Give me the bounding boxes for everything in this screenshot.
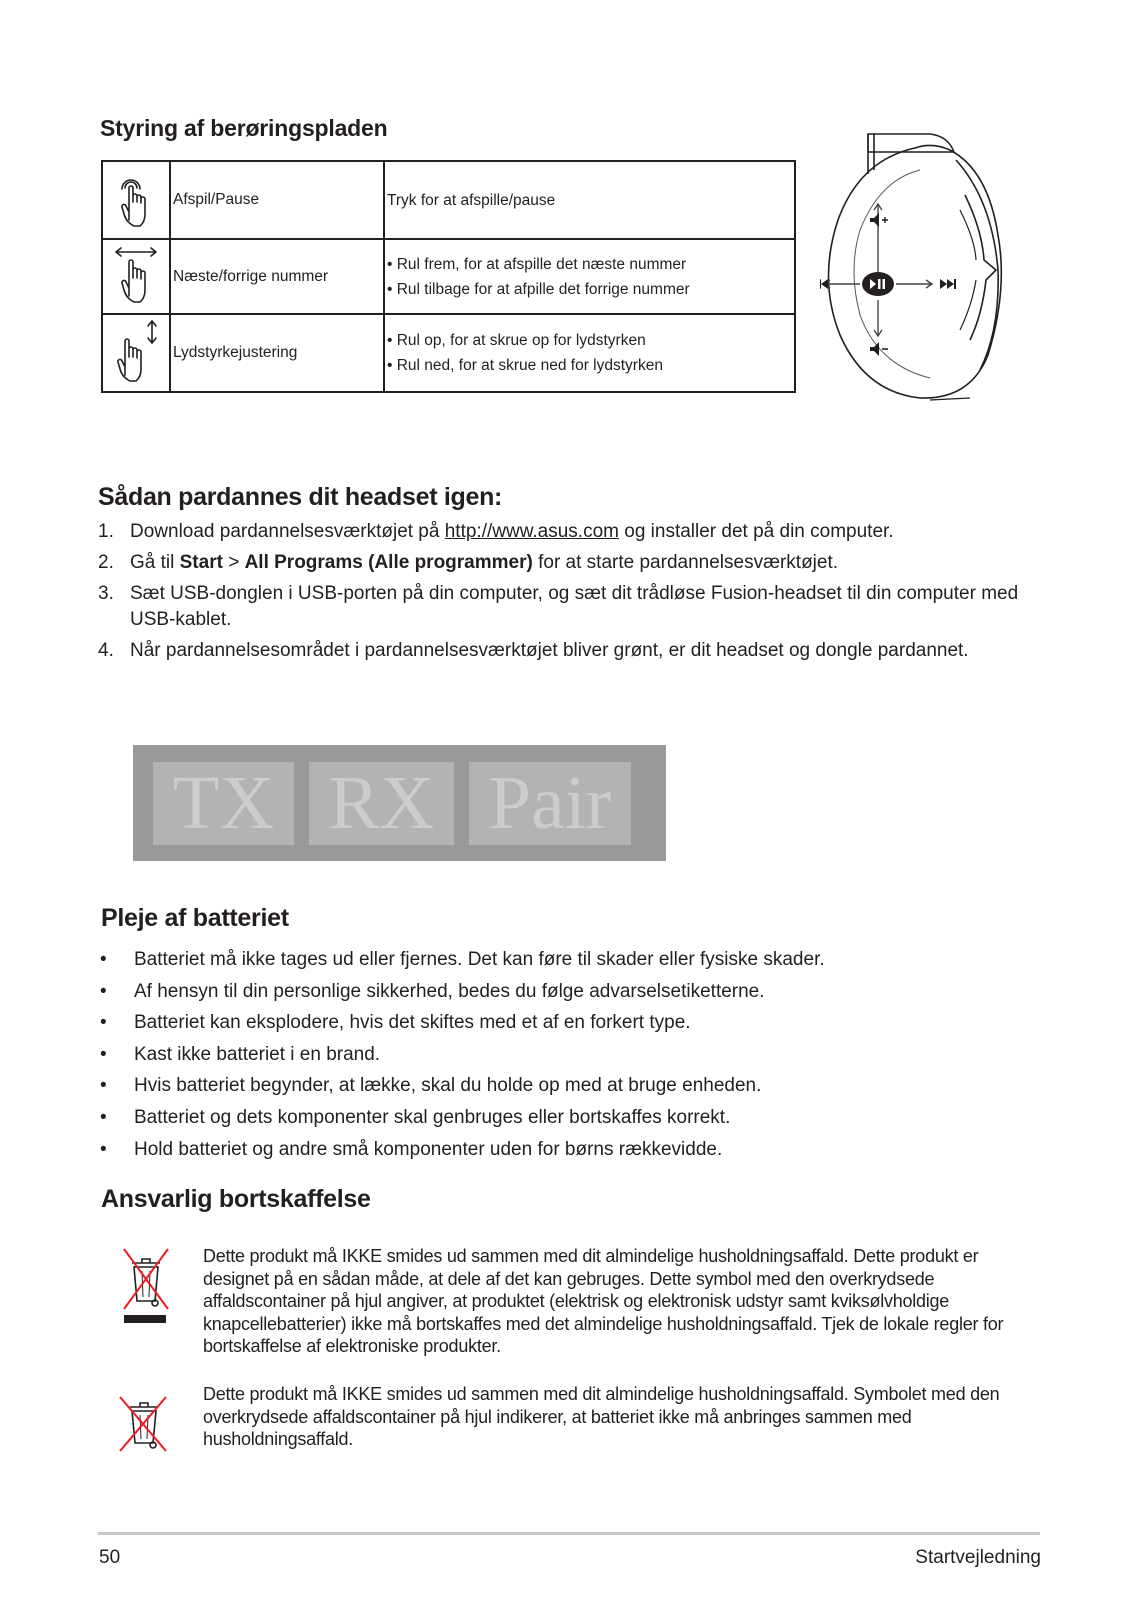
list-item: [98, 1073, 1048, 1099]
touch-control-table: [101, 160, 796, 393]
list-item: [98, 1042, 1048, 1068]
touch-section-title: Styring af berøringspladen: [100, 115, 388, 141]
desc-line: • Rul ned, for at skrue ned for lydstyrken: [387, 357, 663, 374]
tx-box: [153, 762, 294, 845]
touch-action-name: Næste/forrige nummer: [170, 239, 384, 314]
list-item: [98, 519, 1048, 545]
guide-name: Startvejledning: [915, 1547, 1041, 1568]
touch-action-name: Afspil/Pause: [170, 161, 384, 239]
rx-label: RX: [328, 761, 435, 845]
crossed-bin-icon: [116, 1395, 170, 1453]
headset-earcup-illustration: [820, 130, 1010, 405]
battery-list: [98, 947, 1048, 1168]
desc-line: • Rul frem, for at afspille det næste nummer: [387, 255, 687, 273]
table-row: [102, 161, 795, 239]
touch-action-desc: [384, 161, 795, 239]
list-item: [98, 581, 1048, 633]
pairing-section-title: Sådan pardannes dit headset igen:: [98, 483, 503, 511]
page-number: 50: [99, 1547, 121, 1568]
bullet: •: [100, 980, 107, 1002]
step-text: Gå til: [130, 552, 180, 573]
table-row: [102, 314, 795, 392]
footer-rule: [98, 1532, 1040, 1535]
step-number: 3.: [98, 583, 114, 604]
swipe-horizontal-finger-icon: [102, 239, 170, 314]
bullet: •: [100, 1043, 107, 1065]
bullet: •: [100, 1106, 107, 1128]
desc-line: • Rul op, for at skrue op for lydstyrken: [387, 332, 646, 349]
list-item-text: Hold batteriet og andre små komponenter uden for børns rækkevidde.: [134, 1138, 723, 1160]
crossed-bin-bar-icon: [120, 1245, 172, 1325]
pairing-tool-panel: [133, 745, 666, 861]
list-item-text: Batteriet og dets komponenter skal genbruges eller bortskaffes korrekt.: [134, 1106, 731, 1128]
pair-box: [469, 762, 631, 845]
list-item-text: Batteriet må ikke tages ud eller fjernes. Det kan føre til skader eller fysiske skader.: [134, 949, 825, 970]
battery-section-title: Pleje af batteriet: [101, 904, 289, 932]
list-item: [98, 1105, 1048, 1131]
bullet: •: [100, 1075, 107, 1097]
step-text: >: [222, 552, 245, 573]
tx-label: TX: [172, 761, 275, 845]
step-bold-text: All Programs (Alle programmer): [244, 552, 533, 573]
step-text: Når pardannelsesområdet i pardannelsesværktøjet bliver grønt, er dit headset og dongle pardannet.: [130, 640, 969, 661]
touch-action-desc: [384, 239, 795, 314]
step-text: for at starte pardannelsesværktøjet.: [532, 552, 839, 573]
list-item-text: Af hensyn til din personlige sikkerhed, bedes du følge advarselsetiketterne.: [134, 980, 765, 1002]
list-item: [98, 1137, 1048, 1163]
step-text: Download pardannelsesværktøjet på: [130, 521, 445, 542]
list-item: [98, 947, 1048, 973]
bullet: •: [100, 1012, 107, 1034]
step-bold-text: Start: [179, 552, 223, 573]
list-item: [98, 550, 1048, 576]
desc-line: • Rul tilbage for at afpille det forrige nummer: [387, 280, 690, 298]
touch-action-name: Lydstyrkejustering: [170, 314, 384, 392]
list-item-text: Hvis batteriet begynder, at lække, skal du holde op med at bruge enheden.: [134, 1075, 762, 1097]
asus-link[interactable]: http://www.asus.com: [444, 521, 619, 542]
step-number: 1.: [98, 521, 114, 542]
tap-finger-icon: [102, 161, 170, 239]
list-item: [98, 638, 1048, 664]
list-item: [98, 1010, 1048, 1036]
table-row: [102, 239, 795, 314]
disposal-section-title: Ansvarlig bortskaffelse: [101, 1185, 371, 1213]
touch-action-desc: [384, 314, 795, 392]
list-item-text: Kast ikke batteriet i en brand.: [134, 1043, 381, 1065]
rx-box: [309, 762, 454, 845]
pairing-steps: [98, 519, 1048, 669]
step-number: 4.: [98, 640, 114, 661]
pair-label: Pair: [488, 761, 612, 845]
step-text: Sæt USB-donglen i USB-porten på din computer, og sæt dit trådløse Fusion-headset til din computer med USB-kablet.: [130, 583, 1019, 630]
step-text: og installer det på din computer.: [618, 521, 894, 542]
list-item: [98, 979, 1048, 1005]
list-item-text: Batteriet kan eksplodere, hvis det skiftes med et af en forkert type.: [134, 1012, 691, 1034]
bullet: •: [100, 949, 107, 970]
disposal-paragraph: Dette produkt må IKKE smides ud sammen med dit almindelige husholdningsaffald. Dette produkt er designet på en sådan måde, at dele af det kan gebruges. Dette symbol med den overkrydsede affaldscontainer på hjul angiver, at produktet (elektrisk og elektronisk udstyr samt kviksølvholdige knapcellebatterier) ikke må bortskaffes med det almindelige husholdningsaffald. Tjek de lokale regler for bortskaffelse af elektroniske produkter.: [203, 1246, 1004, 1356]
disposal-paragraph: Dette produkt må IKKE smides ud sammen med dit almindelige husholdningsaffald. Symbolet med den overkrydsede affaldscontainer på hjul indikerer, at batteriet ikke må anbringes sammen med husholdningsaffald.: [203, 1384, 1000, 1449]
bullet: •: [100, 1138, 107, 1160]
swipe-vertical-finger-icon: [102, 314, 170, 392]
desc-line: Tryk for at afspille/pause: [387, 191, 556, 209]
step-number: 2.: [98, 552, 114, 573]
